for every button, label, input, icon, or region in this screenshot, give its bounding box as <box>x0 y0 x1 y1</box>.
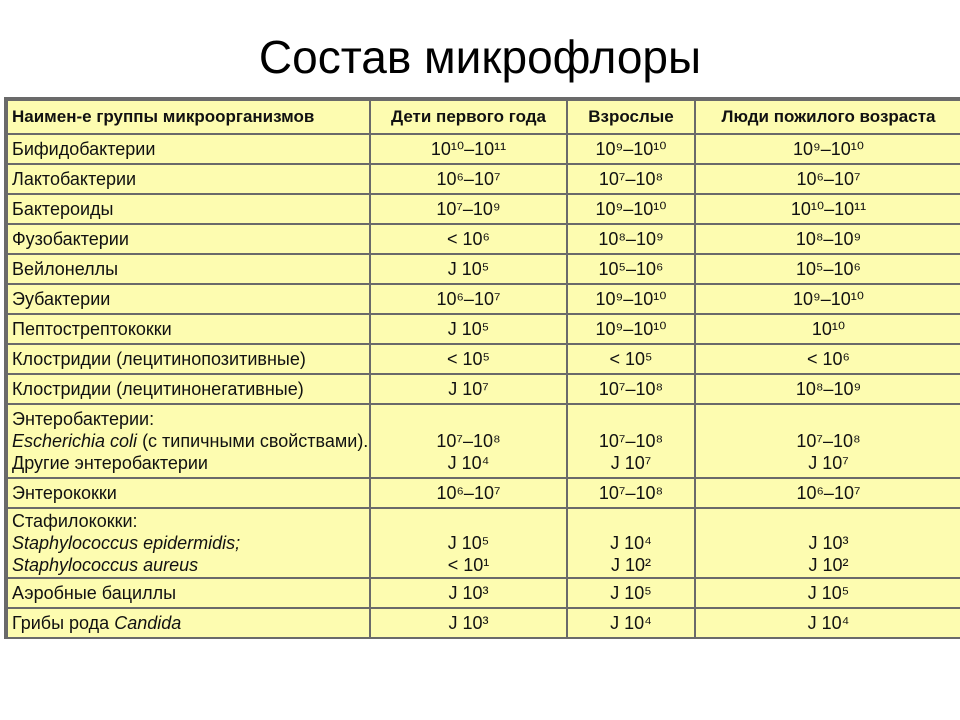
staph-aureus-label: Staphylococcus aureus <box>12 555 199 575</box>
cell-elderly: 10¹⁰ <box>695 314 960 344</box>
candida-italic: Candida <box>114 613 182 633</box>
row-name: Бифидобактерии <box>7 134 370 164</box>
value: 10⁷–10⁸ <box>436 431 501 451</box>
cell-kids: < 10⁵ <box>370 344 567 374</box>
row-name: Пептострептококки <box>7 314 370 344</box>
cell-adults: 10⁸–10⁹ <box>567 224 695 254</box>
table-row <box>7 194 960 224</box>
table-row <box>7 224 960 254</box>
ecoli-italic: Escherichia coli <box>12 431 138 451</box>
cell-elderly: J 10⁴ <box>695 608 960 638</box>
row-name-group <box>7 508 370 578</box>
cell-kids: 10⁶–10⁷ <box>370 284 567 314</box>
table-row <box>7 374 960 404</box>
cell-elderly <box>695 508 960 578</box>
cell-adults: < 10⁵ <box>567 344 695 374</box>
row-name: Аэробные бациллы <box>7 578 370 608</box>
cell-adults: 10⁹–10¹⁰ <box>567 134 695 164</box>
cell-elderly: 10⁸–10⁹ <box>695 224 960 254</box>
cell-kids: 10⁶–10⁷ <box>370 478 567 508</box>
cell-elderly: 10⁹–10¹⁰ <box>695 134 960 164</box>
table-row-enterobacteria <box>7 404 960 478</box>
row-name: Фузобактерии <box>7 224 370 254</box>
row-name: Вейлонеллы <box>7 254 370 284</box>
row-name: Лактобактерии <box>7 164 370 194</box>
value: J 10³ <box>808 533 849 553</box>
candida-prefix: Грибы рода <box>12 613 115 633</box>
cell-adults: 10⁷–10⁸ <box>567 164 695 194</box>
cell-elderly: 10⁶–10⁷ <box>695 164 960 194</box>
header-group-name: Наимен-е группы микроорганизмов <box>7 100 370 134</box>
cell-adults: 10⁷–10⁸ <box>567 478 695 508</box>
row-name: Клостридии (лецитинонегативные) <box>7 374 370 404</box>
table-row <box>7 578 960 608</box>
value: < 10¹ <box>447 555 490 575</box>
value: J 10⁴ <box>447 453 490 473</box>
row-name: Бактероиды <box>7 194 370 224</box>
cell-adults: 10⁹–10¹⁰ <box>567 194 695 224</box>
cell-elderly: 10⁸–10⁹ <box>695 374 960 404</box>
cell-kids: J 10⁷ <box>370 374 567 404</box>
table-row <box>7 344 960 374</box>
table-row <box>7 254 960 284</box>
row-name: Эубактерии <box>7 284 370 314</box>
value: J 10⁵ <box>447 533 490 553</box>
cell-adults: J 10⁵ <box>567 578 695 608</box>
cell-kids: 10¹⁰–10¹¹ <box>370 134 567 164</box>
cell-adults: 10⁵–10⁶ <box>567 254 695 284</box>
row-name-group <box>7 404 370 478</box>
header-kids: Дети первого года <box>370 100 567 134</box>
table-row <box>7 608 960 638</box>
cell-adults <box>567 508 695 578</box>
row-name: Энтерококки <box>7 478 370 508</box>
table-header-row <box>7 100 960 134</box>
header-elderly: Люди пожилого возраста <box>695 100 960 134</box>
cell-kids: J 10³ <box>370 608 567 638</box>
row-name <box>7 608 370 638</box>
row-name: Клостридии (лецитинопозитивные) <box>7 344 370 374</box>
cell-adults: 10⁷–10⁸ <box>567 374 695 404</box>
cell-elderly: 10⁶–10⁷ <box>695 478 960 508</box>
cell-elderly: 10⁵–10⁶ <box>695 254 960 284</box>
cell-kids: J 10⁵ <box>370 254 567 284</box>
cell-elderly <box>695 404 960 478</box>
microflora-table <box>4 97 960 639</box>
cell-adults: J 10⁴ <box>567 608 695 638</box>
cell-kids <box>370 404 567 478</box>
value: J 10⁴ <box>610 533 652 553</box>
cell-elderly: 10¹⁰–10¹¹ <box>695 194 960 224</box>
other-entero-label: Другие энтеробактерии <box>12 453 208 473</box>
cell-adults: 10⁹–10¹⁰ <box>567 284 695 314</box>
value: J 10² <box>808 555 849 575</box>
cell-kids: < 10⁶ <box>370 224 567 254</box>
value: 10⁷–10⁸ <box>796 431 861 451</box>
value: J 10² <box>610 555 652 575</box>
ecoli-label <box>12 430 369 452</box>
cell-kids: J 10⁵ <box>370 314 567 344</box>
cell-kids <box>370 508 567 578</box>
cell-kids: 10⁷–10⁹ <box>370 194 567 224</box>
value: J 10⁷ <box>808 453 849 473</box>
value: 10⁷–10⁸ <box>598 431 664 451</box>
group-label: Стафилококки: <box>12 511 138 531</box>
cell-elderly: < 10⁶ <box>695 344 960 374</box>
staph-epidermidis-label: Staphylococcus epidermidis; <box>12 533 241 553</box>
cell-kids: J 10³ <box>370 578 567 608</box>
cell-elderly: J 10⁵ <box>695 578 960 608</box>
group-label: Энтеробактерии: <box>12 409 155 429</box>
table-row <box>7 478 960 508</box>
cell-kids: 10⁶–10⁷ <box>370 164 567 194</box>
header-adults: Взрослые <box>567 100 695 134</box>
table-row <box>7 164 960 194</box>
cell-adults: 10⁹–10¹⁰ <box>567 314 695 344</box>
ecoli-rest: (с типичными свойствами). <box>137 431 369 451</box>
table-row <box>7 284 960 314</box>
table-row-staphylococci <box>7 508 960 578</box>
page-title: Состав микрофлоры <box>258 31 702 83</box>
table-row <box>7 314 960 344</box>
cell-adults <box>567 404 695 478</box>
value: J 10⁷ <box>610 453 652 473</box>
table-row <box>7 134 960 164</box>
cell-elderly: 10⁹–10¹⁰ <box>695 284 960 314</box>
